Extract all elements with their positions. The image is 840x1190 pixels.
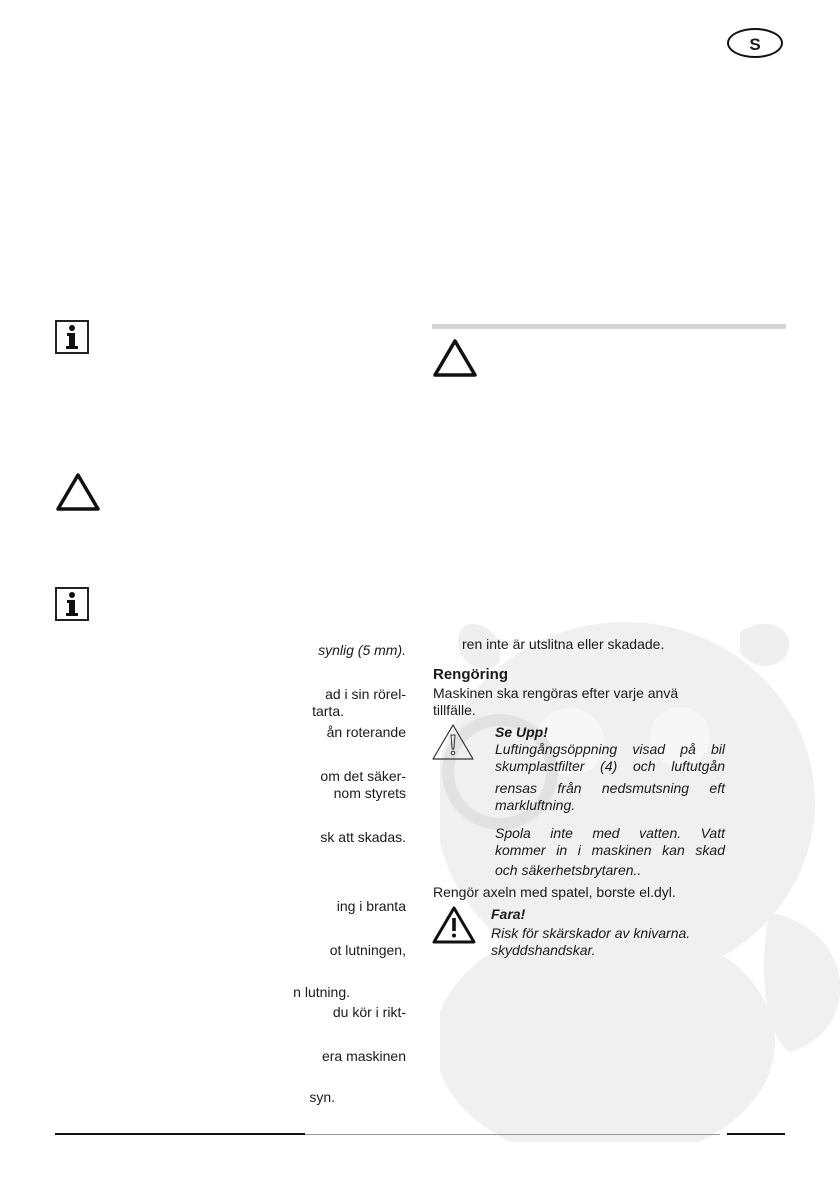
left-text-line: tarta. (312, 703, 344, 719)
left-text-line: syn. (309, 1089, 335, 1105)
left-text-line: nom styrets (333, 785, 406, 801)
left-text-line: n lutning. (293, 984, 350, 1000)
caution-text-line: markluftning. (495, 797, 576, 813)
caution-icon (431, 723, 475, 766)
left-text-line: om det säker- (320, 768, 406, 784)
left-text-line: ing i branta (336, 898, 406, 914)
footer-rule (55, 1133, 305, 1135)
caution-title: Se Upp! (495, 724, 548, 740)
left-text-line: sk att skadas. (320, 829, 406, 845)
caution-text-line: Spola inte med vatten. Vatt (495, 825, 725, 841)
left-text-line: era maskinen (321, 1048, 406, 1064)
language-badge: S (727, 28, 783, 58)
left-text-line: ot lutningen, (329, 942, 406, 958)
caution-text-line: kommer in i maskinen kan skad (495, 842, 725, 858)
caution-text-line: och säkerhetsbrytaren.. (495, 862, 642, 878)
section-divider (432, 324, 786, 329)
warning-icon (432, 338, 478, 383)
danger-icon (431, 905, 477, 950)
warning-icon (55, 472, 101, 517)
right-text-line: Maskinen ska rengöras efter varje anvä (433, 685, 679, 701)
left-text-line: du kör i rikt- (332, 1004, 406, 1020)
caution-text-line: skumplastfilter (4) och luftutgån (495, 758, 725, 774)
caution-text-line: Luftingångsöppning visad på bil (495, 741, 725, 757)
danger-text-line: skyddshandskar. (491, 942, 596, 958)
caution-text-line: rensas från nedsmutsning eft (495, 780, 725, 796)
footer-rule (727, 1133, 785, 1135)
danger-title: Fara! (491, 906, 526, 922)
danger-text-line: Risk för skärskador av knivarna. (491, 925, 691, 941)
info-icon (55, 587, 89, 621)
section-heading: Rengöring (433, 666, 508, 683)
right-text-line: ren inte är utslitna eller skadade. (462, 636, 665, 652)
left-text-line: ad i sin rörel- (325, 686, 406, 702)
left-text-line: synlig (5 mm). (318, 642, 406, 658)
right-text-line: tillfälle. (433, 702, 476, 718)
info-icon (55, 320, 89, 354)
right-text-line: Rengör axeln med spatel, borste el.dyl. (433, 884, 676, 900)
left-text-line: ån roterande (326, 724, 406, 740)
footer-rule (305, 1134, 720, 1135)
